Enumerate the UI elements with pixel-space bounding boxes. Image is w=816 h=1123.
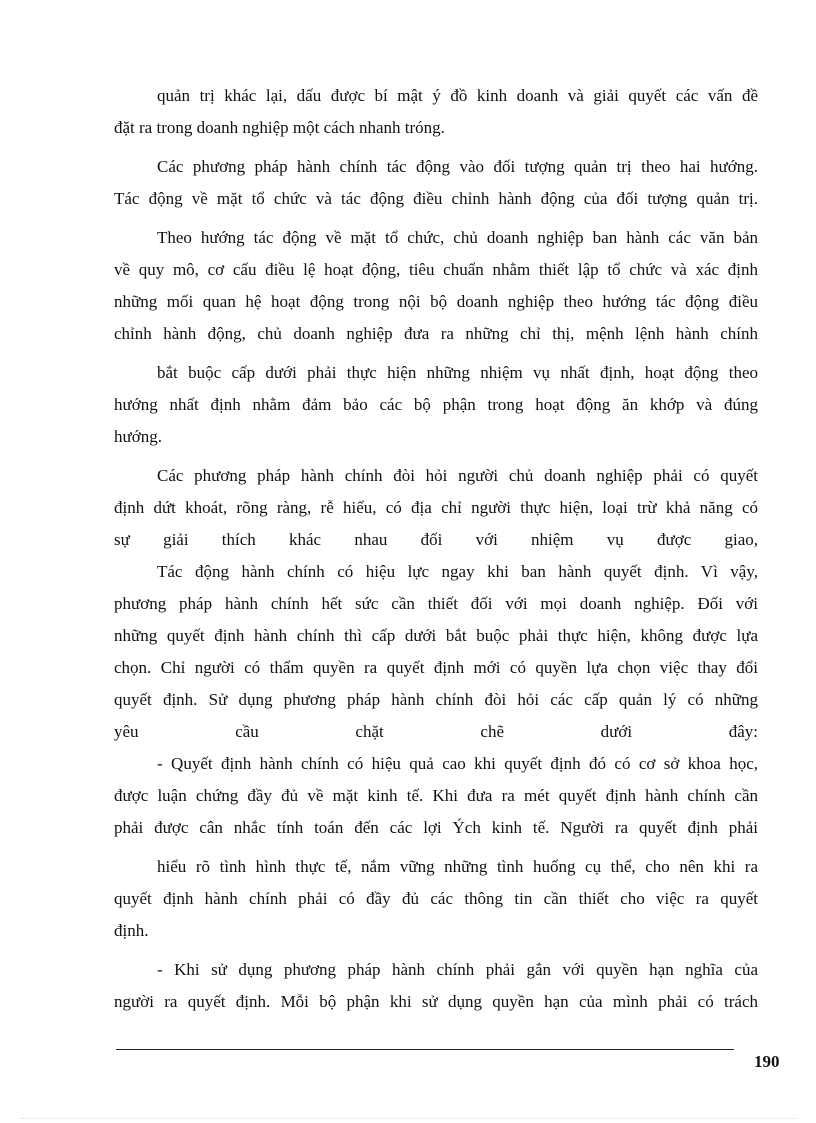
text-line: phải được cân nhắc tính toán đến các lợi Ých kinh tế. Người ra quyết định phải: [114, 818, 758, 837]
paragraph: [114, 460, 758, 556]
text-line: Tác động về mặt tổ chức và tác động điều chỉnh hành động của đối tượng quản trị.: [114, 189, 758, 208]
page-number: 190: [754, 1052, 780, 1071]
text-line: những mối quan hệ hoạt động trong nội bộ doanh nghiệp theo hướng tác động điều: [114, 292, 758, 311]
text-line: - Quyết định hành chính có hiệu quả cao khi quyết định đó có cơ sở khoa học,: [157, 754, 758, 773]
page-edge-divider: [20, 1118, 796, 1119]
text-line: về quy mô, cơ cấu điều lệ hoạt động, tiêu chuẩn nhằm thiết lập tổ chức và xác định: [114, 260, 758, 279]
text-line: chọn. Chỉ người có thẩm quyền ra quyết định mới có quyền lựa chọn việc thay đổi: [114, 658, 758, 677]
text-line: Các phương pháp hành chính đòi hỏi người chủ doanh nghiệp phải có quyết: [157, 466, 758, 485]
paragraph: [114, 151, 758, 215]
text-line: phương pháp hành chính hết sức cần thiết đối với mọi doanh nghiệp. Đối với: [114, 594, 758, 613]
text-line: hướng.: [114, 427, 162, 446]
text-line: đặt ra trong doanh nghiệp một cách nhanh tróng.: [114, 118, 445, 137]
paragraph: [114, 222, 758, 350]
paragraph: [114, 748, 758, 844]
text-line: định.: [114, 921, 149, 940]
page-body: [114, 80, 758, 1018]
paragraph: [114, 851, 758, 947]
text-line: quyết định hành chính phải có đầy đủ các thông tin cần thiết cho việc ra quyết: [114, 889, 758, 908]
text-line: định dứt khoát, rõng ràng, rễ hiểu, có địa chỉ người thực hiện, loại trừ khả năng có: [114, 498, 758, 517]
text-line: Các phương pháp hành chính tác động vào đối tượng quản trị theo hai hướng.: [157, 157, 758, 176]
text-line: Tác động hành chính có hiệu lực ngay khi ban hành quyết định. Vì vậy,: [157, 562, 758, 581]
paragraph: [114, 954, 758, 1018]
text-line: yêu cầu chặt chẽ dưới đây:: [114, 722, 758, 741]
paragraph: [114, 357, 758, 453]
paragraph: [114, 80, 758, 144]
text-line: được luận chứng đầy đủ về mặt kinh tế. Khi đưa ra mét quyết định hành chính cần: [114, 786, 758, 805]
paragraph: [114, 556, 758, 748]
footer-rule: [116, 1049, 734, 1050]
text-line: hiểu rõ tình hình thực tế, nắm vững những tình huống cụ thể, cho nên khi ra: [157, 857, 758, 876]
text-line: quyết định. Sử dụng phương pháp hành chính đòi hỏi các cấp quản lý có những: [114, 690, 758, 709]
text-line: Theo hướng tác động về mặt tổ chức, chủ doanh nghiệp ban hành các văn bản: [157, 228, 758, 247]
text-line: những quyết định hành chính thì cấp dưới bắt buộc phải thực hiện, không được lựa: [114, 626, 758, 645]
text-line: bắt buộc cấp dưới phải thực hiện những nhiệm vụ nhất định, hoạt động theo: [157, 363, 758, 382]
text-line: chỉnh hành động, chủ doanh nghiệp đưa ra những chỉ thị, mệnh lệnh hành chính: [114, 324, 758, 343]
text-line: người ra quyết định. Mỗi bộ phận khi sử dụng quyền hạn của mình phải có trách: [114, 992, 758, 1011]
text-line: quản trị khác lại, dấu được bí mật ý đồ kinh doanh và giải quyết các vấn đề: [157, 86, 758, 105]
text-line: - Khi sử dụng phương pháp hành chính phải gắn với quyền hạn nghĩa của: [157, 960, 758, 979]
text-line: hướng nhất định nhằm đảm bảo các bộ phận trong hoạt động ăn khớp và đúng: [114, 395, 758, 414]
text-line: sự giải thích khác nhau đối với nhiệm vụ được giao,: [114, 530, 758, 549]
